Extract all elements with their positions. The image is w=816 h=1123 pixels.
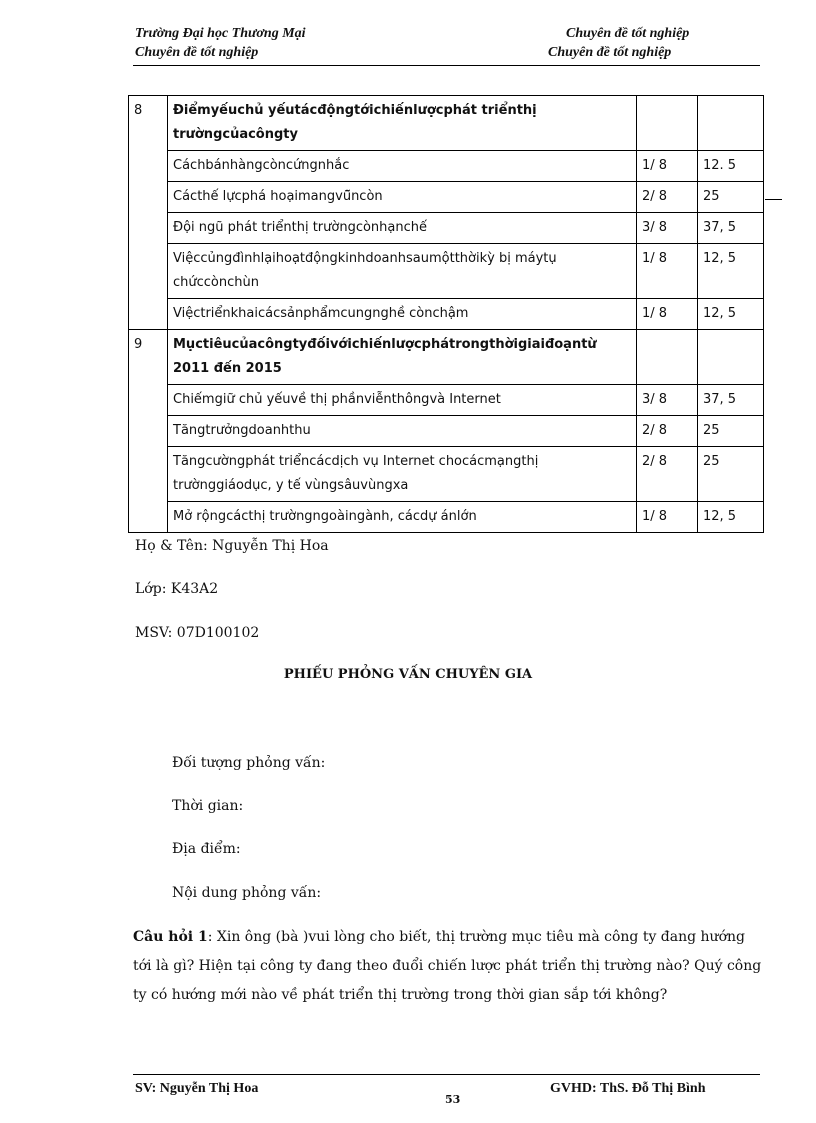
question-1-label: Câu hỏi 1 bbox=[133, 929, 208, 945]
row-percent: 12, 5 bbox=[698, 244, 764, 299]
student-id: MSV: 07D100102 bbox=[135, 625, 260, 641]
student-class: Lớp: K43A2 bbox=[135, 581, 219, 597]
row-text: Việccủngđìnhlạihoạtđộngkinhdoanhsaumộtthờikỳ bị máytụ chứccònchùn bbox=[168, 244, 637, 299]
row-text: Cáchbánhàngcòncứngnhắc bbox=[168, 151, 637, 182]
table-row bbox=[129, 151, 764, 182]
footer-rule bbox=[133, 1074, 760, 1075]
interview-time: Thời gian: bbox=[172, 798, 244, 814]
header-right-line2: Chuyên đề tốt nghiệp bbox=[548, 45, 672, 60]
row-percent: 25 bbox=[698, 182, 764, 213]
header-left-line1: Trường Đại học Thương Mại bbox=[135, 26, 306, 41]
table-row bbox=[129, 182, 764, 213]
row-ratio: 2/ 8 bbox=[637, 447, 698, 502]
footer-advisor: GVHD: ThS. Đỗ Thị Bình bbox=[550, 1081, 706, 1096]
row-text: Mở rộngcácthị trườngngoàingành, cácdự ánlớn bbox=[168, 502, 637, 533]
interview-content: Nội dung phỏng vấn: bbox=[172, 885, 322, 901]
group-number: 9 bbox=[129, 330, 168, 533]
table-group-heading-row bbox=[129, 330, 764, 385]
empty-cell bbox=[637, 330, 698, 385]
row-ratio: 1/ 8 bbox=[637, 151, 698, 182]
header-left-line2: Chuyên đề tốt nghiệp bbox=[135, 45, 259, 60]
student-name: Họ & Tên: Nguyễn Thị Hoa bbox=[135, 538, 329, 554]
table-row bbox=[129, 502, 764, 533]
table-row bbox=[129, 244, 764, 299]
row-text: Chiếmgiữ chủ yếuvề thị phầnviễnthôngvà Internet bbox=[168, 385, 637, 416]
interview-place: Địa điểm: bbox=[172, 841, 241, 857]
table-row bbox=[129, 299, 764, 330]
question-1-text: : Xin ông (bà )vui lòng cho biết, thị trường mục tiêu mà công ty đang hướng tới là gì? Hiện tại công ty đang theo đuổi chiến lược phát triển thị trường nào? Quý công ty có hướng mới nào về phát triển thị trường trong thời gian sắp tới không? bbox=[133, 929, 762, 1003]
row-text: Tăngtrưởngdoanhthu bbox=[168, 416, 637, 447]
empty-cell bbox=[637, 96, 698, 151]
row-ratio: 3/ 8 bbox=[637, 213, 698, 244]
row-ratio: 1/ 8 bbox=[637, 299, 698, 330]
row-percent: 12, 5 bbox=[698, 502, 764, 533]
survey-results-table bbox=[128, 95, 764, 533]
row-percent: 25 bbox=[698, 447, 764, 502]
table-row bbox=[129, 447, 764, 502]
header-rule bbox=[133, 65, 760, 66]
form-title: PHIẾU PHỎNG VẤN CHUYÊN GIA bbox=[283, 667, 533, 682]
row-percent: 12. 5 bbox=[698, 151, 764, 182]
row-text: Cácthế lựcphá hoạimangvũ̃ncòn bbox=[168, 182, 637, 213]
row-text: Việctriểnkhaicácsảnphẩmcungnghề cònchậm bbox=[168, 299, 637, 330]
table-row bbox=[129, 213, 764, 244]
question-1 bbox=[133, 923, 763, 1010]
row-ratio: 1/ 8 bbox=[637, 502, 698, 533]
table-group-heading-row bbox=[129, 96, 764, 151]
row-ratio: 2/ 8 bbox=[637, 416, 698, 447]
group-heading: Mụctiêucủacôngtyđốivớichiếnlượcphátrongthờigiaiđoạntừ 2011 đến 2015 bbox=[168, 330, 637, 385]
group-number: 8 bbox=[129, 96, 168, 330]
row-percent: 25 bbox=[698, 416, 764, 447]
empty-cell bbox=[698, 330, 764, 385]
header-right-line1: Chuyên đề tốt nghiệp bbox=[566, 26, 690, 41]
footer-student: SV: Nguyễn Thị Hoa bbox=[135, 1081, 259, 1096]
row-ratio: 2/ 8 bbox=[637, 182, 698, 213]
table-row bbox=[129, 385, 764, 416]
interview-subject: Đối tượng phỏng vấn: bbox=[172, 755, 326, 771]
row-percent: 37, 5 bbox=[698, 213, 764, 244]
group-heading: Điểmyếuchủ yếutácđộngtớichiếnlượcphát triểnthị trườngcủacôngty bbox=[168, 96, 637, 151]
row-ratio: 3/ 8 bbox=[637, 385, 698, 416]
margin-mark bbox=[765, 199, 782, 200]
row-ratio: 1/ 8 bbox=[637, 244, 698, 299]
row-percent: 12, 5 bbox=[698, 299, 764, 330]
empty-cell bbox=[698, 96, 764, 151]
table-row bbox=[129, 416, 764, 447]
row-text: Đội ngũ phát triểnthị trườngcònhạnchế bbox=[168, 213, 637, 244]
row-text: Tăngcườngphát triểncácdịch vụ Internet chocácmạngthị trườnggiáodục, y tế vùngsâuvùngxa bbox=[168, 447, 637, 502]
row-percent: 37, 5 bbox=[698, 385, 764, 416]
page-number: 53 bbox=[445, 1093, 461, 1106]
